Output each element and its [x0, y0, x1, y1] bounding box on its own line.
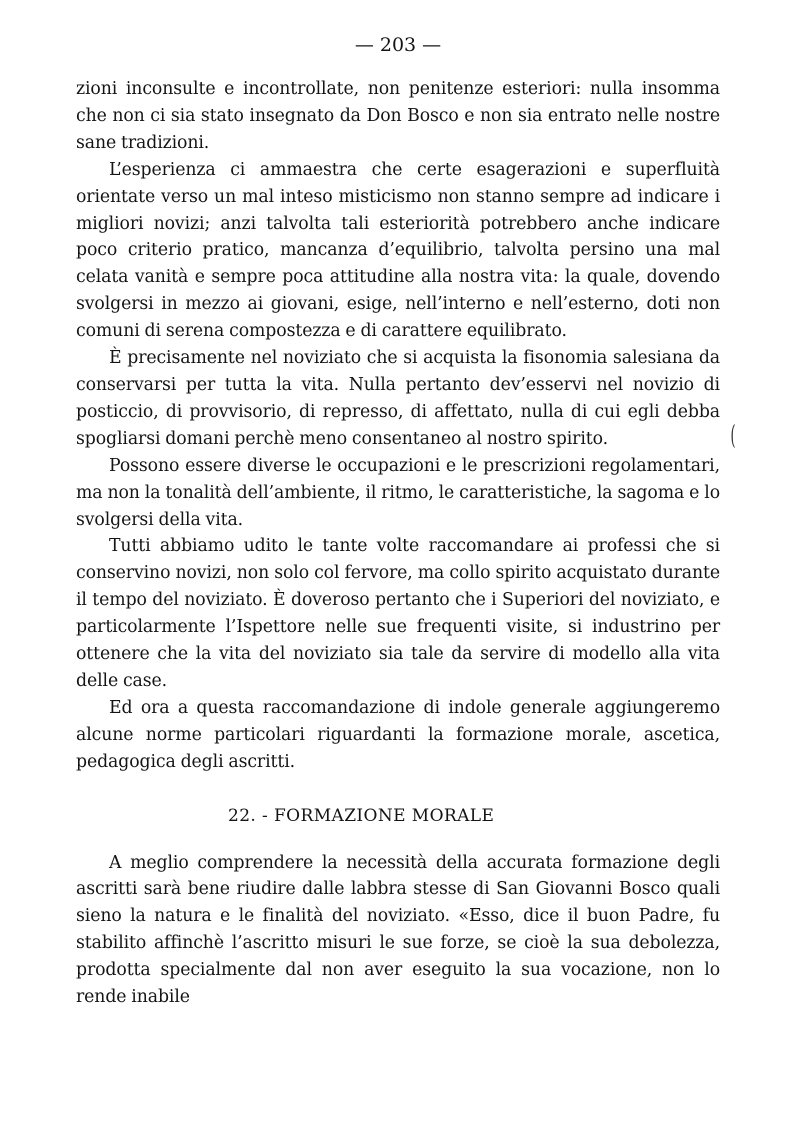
section-heading: 22. - FORMAZIONE MORALE [228, 805, 495, 826]
paragraph-continued: zioni inconsulte e incontrollate, non penitenze esteriori: nulla insomma che non ci sia stato insegnato da Don Bosco e non sia entrato nelle nostre sane tradizioni. [76, 79, 720, 153]
paragraph-esperienza: L’esperienza ci ammaestra che certe esagerazioni e superfluità orientate verso un mal inteso misticismo non stanno sempre ad indicare i migliori novizi; anzi talvolta tali esteriorità potrebbero anche indicare poco criterio pratico, mancanza d’equilibrio, talvolta persino una mal celata vanità e sempre poca attitudine alla nostra vita: la quale, dovendo svolgersi in mezzo ai giovani, esige, nell’interno e nell’esterno, doti non comuni di serena compostezza e di carattere equilibrato. [76, 159, 720, 342]
paragraph-professi: Tutti abbiamo udito le tante volte raccomandare ai professi che si conservino novizi, non solo col fervore, ma collo spirito acquistato durante il tempo del noviziato. È doveroso pertanto che i Superiori del noviziato, e particolarmente l’Ispettore nelle sue frequenti visite, si industrino per ottenere che la vita del noviziato sia tale da servire di modello alla vita delle case. [76, 536, 720, 691]
page-number: — 203 — [354, 34, 442, 56]
paragraph-formazione: A meglio comprendere la necessità della accurata formazione degli ascritti sarà bene riudire dalle labbra stesse di San Giovanni Bosco quali sieno la natura e le finalità del noviziato. «Esso, dice il buon Padre, fu stabilito affinchè l’ascritto misuri le sue forze, se cioè la sua debolezza, prodotta specialmente dal non aver eseguito la sua vocazione, non lo rende inabile [76, 852, 720, 1008]
paragraph-occupazioni: Possono essere diverse le occupazioni e le prescrizioni regolamentari, ma non la tonalità dell’ambiente, il ritmo, le caratteristiche, la sagoma e lo svolgersi della vita. [76, 455, 720, 530]
paragraph-raccomandazione: Ed ora a questa raccomandazione di indole generale aggiungeremo alcune norme particolari riguardanti la formazione morale, ascetica, pedagogica degli ascritti. [76, 697, 720, 772]
book-page [76, 30, 720, 1011]
paragraph-fisonomia: È precisamente nel noviziato che si acquista la fisonomia salesiana da conservarsi per tutta la vita. Nulla pertanto dev’esservi nel novizio di posticcio, di provvisorio, di represso, di affettato, nulla di cui egli debba spogliarsi domani perchè meno consentaneo al nostro spirito. [76, 348, 720, 449]
margin-bracket-mark: ( [730, 421, 736, 451]
